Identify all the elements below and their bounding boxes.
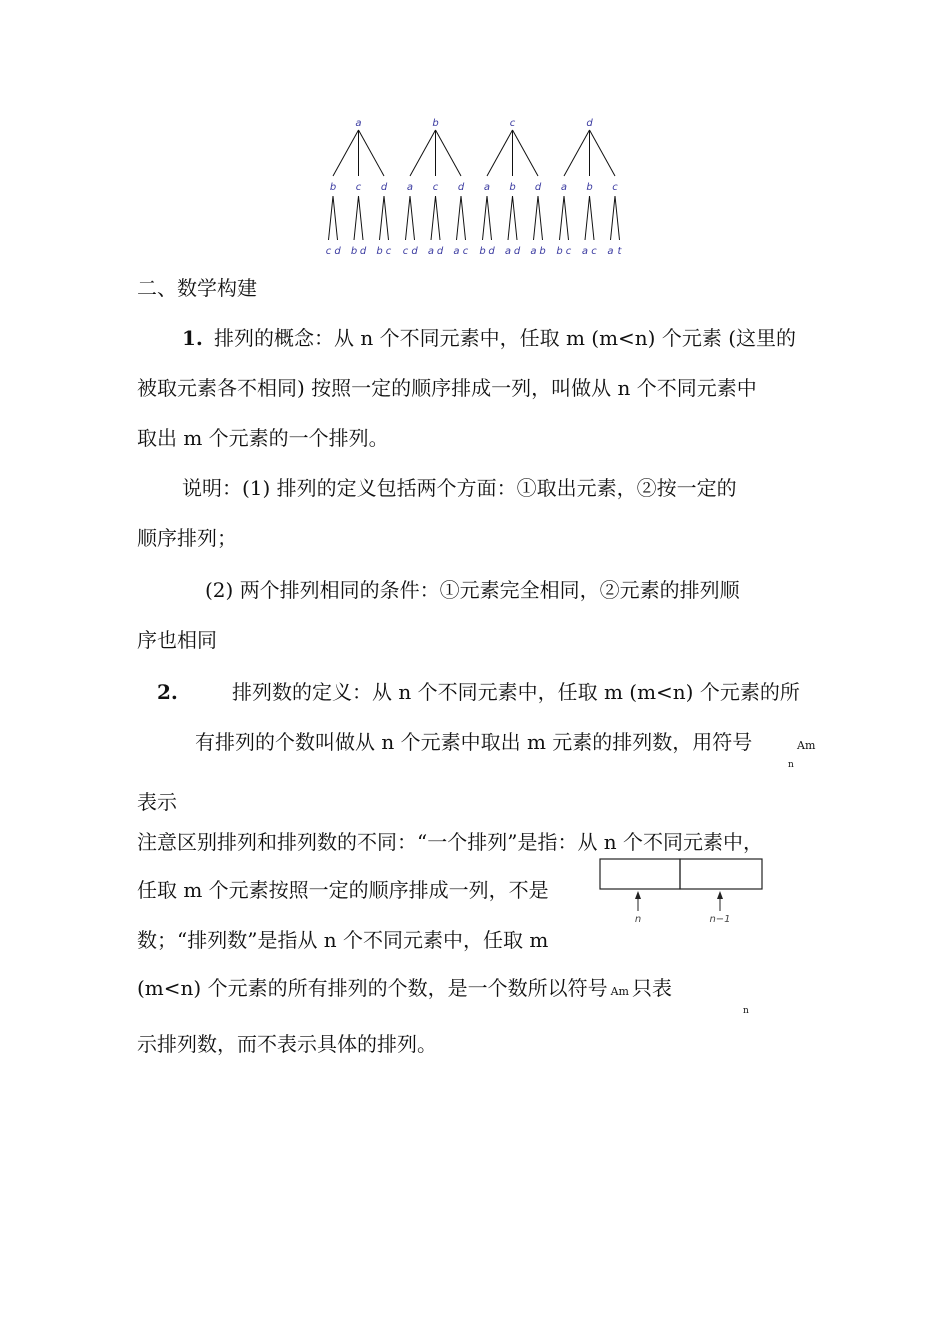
tree-edge bbox=[457, 196, 462, 240]
tree-leaf-label: d bbox=[411, 246, 418, 257]
tree-leaf-label: a bbox=[453, 246, 460, 257]
note3-line5: 示排列数，而不表示具体的排列。 bbox=[137, 1032, 437, 1056]
tree-edge bbox=[534, 196, 539, 240]
item-number-1: 1. bbox=[182, 326, 203, 350]
tree-edge bbox=[564, 196, 569, 240]
tree-leaf-label: c bbox=[462, 246, 469, 257]
tree-node-label: d bbox=[380, 182, 388, 193]
tree-leaf-label: d bbox=[359, 246, 367, 257]
tree-edge bbox=[359, 196, 364, 240]
slot-label-n-minus-1: n−1 bbox=[709, 914, 731, 925]
tree-leaf-label: c bbox=[325, 246, 332, 257]
permutation-tree-diagram bbox=[315, 110, 645, 260]
tree-edge bbox=[611, 196, 616, 240]
tree-leaf-label: a bbox=[427, 246, 435, 257]
tree-edge bbox=[436, 130, 462, 176]
tree-edge bbox=[461, 196, 466, 240]
tree-leaf-label: c bbox=[591, 246, 597, 257]
tree-leaf-label: a bbox=[607, 246, 614, 257]
tree-edge bbox=[487, 196, 492, 240]
tree-edge bbox=[410, 196, 415, 240]
section-heading: 二、数学构建 bbox=[137, 276, 257, 300]
tree-leaf-label: b bbox=[350, 246, 358, 257]
note3-line2: 任取 m 个元素按照一定的顺序排成一列，不是 bbox=[137, 878, 549, 902]
tree-node-label: b bbox=[586, 182, 593, 193]
tree-root-label: a bbox=[355, 118, 362, 129]
tree-edge bbox=[487, 130, 513, 176]
arrow-2-head bbox=[717, 891, 723, 899]
symbol-a-m: Am bbox=[797, 739, 816, 752]
tree-node-label: a bbox=[560, 182, 568, 193]
tree-root-label: c bbox=[509, 118, 516, 129]
tree-root-label: d bbox=[586, 118, 593, 129]
tree-leaf-label: b bbox=[539, 246, 546, 257]
tree-edge bbox=[585, 196, 590, 240]
tree-node-label: c bbox=[612, 182, 618, 193]
tree-node-label: a bbox=[406, 182, 414, 193]
definition-permutation-line3: 取出 m 个元素的一个排列。 bbox=[137, 426, 389, 450]
note1-line1: 说明：(1) 排列的定义包括两个方面：①取出元素，②按一定的 bbox=[182, 476, 737, 500]
tree-edge bbox=[384, 196, 389, 240]
tree-edge bbox=[564, 130, 590, 176]
slot-box-1 bbox=[600, 859, 680, 889]
tree-root-label: b bbox=[432, 118, 439, 129]
tree-leaf-label: c bbox=[565, 246, 572, 257]
tree-leaf-label: d bbox=[513, 246, 521, 257]
box-slot-diagram bbox=[596, 855, 768, 925]
tree-edge bbox=[380, 196, 385, 240]
symbol-n-subscript: n bbox=[743, 1006, 749, 1016]
tree-edge bbox=[436, 196, 441, 240]
tree-node-label: b bbox=[329, 182, 337, 193]
note2-line1: (2) 两个排列相同的条件：①元素完全相同，②元素的排列顺 bbox=[205, 578, 740, 602]
tree-leaf-label: b bbox=[376, 246, 383, 257]
tree-node-label: d bbox=[457, 182, 465, 193]
tree-leaf-label: a bbox=[581, 246, 589, 257]
tree-leaf-label: b bbox=[479, 246, 486, 257]
arrow-1-head bbox=[635, 891, 641, 899]
tree-edge bbox=[590, 130, 616, 176]
tree-edge bbox=[513, 196, 518, 240]
tree-edge bbox=[513, 130, 539, 176]
slot-box-2 bbox=[680, 859, 762, 889]
tree-leaf-label: a bbox=[530, 246, 537, 257]
tree-node-label: a bbox=[483, 182, 491, 193]
tree-edge bbox=[354, 196, 359, 240]
tree-leaf-label: d bbox=[334, 246, 341, 257]
definition-count-line1: 排列数的定义：从 n 个不同元素中，任取 m (m<n) 个元素的所 bbox=[232, 680, 800, 704]
tree-edge bbox=[590, 196, 595, 240]
tree-leaf-label: c bbox=[385, 246, 392, 257]
tree-node-label: b bbox=[509, 182, 516, 193]
tree-node-label: d bbox=[534, 182, 542, 193]
slot-label-n: n bbox=[634, 914, 642, 925]
item-number-2: 2. bbox=[157, 680, 178, 704]
symbol-n-subscript: n bbox=[788, 760, 794, 770]
note1-line2: 顺序排列； bbox=[137, 526, 237, 550]
tree-edge bbox=[483, 196, 488, 240]
tree-edge bbox=[333, 130, 359, 176]
definition-permutation-line2: 被取元素各不相同) 按照一定的顺序排成一列，叫做从 n 个不同元素中 bbox=[137, 376, 757, 400]
definition-permutation-line1: 排列的概念：从 n 个不同元素中，任取 m (m<n) 个元素 (这里的 bbox=[214, 326, 797, 350]
tree-leaf-label: b bbox=[556, 246, 563, 257]
tree-edge bbox=[406, 196, 411, 240]
definition-count-line3: 表示 bbox=[137, 790, 177, 814]
tree-leaf-label: c bbox=[402, 246, 409, 257]
tree-edge bbox=[431, 196, 436, 240]
note3-line4: (m<n) 个元素的所有排列的个数，是一个数所以符号 Am 只表 bbox=[137, 976, 672, 1000]
tree-edge bbox=[615, 196, 620, 240]
note2-line2: 序也相同 bbox=[137, 628, 217, 652]
tree-edge bbox=[560, 196, 565, 240]
definition-count-line2: 有排列的个数叫做从 n 个元素中取出 m 元素的排列数，用符号 bbox=[195, 730, 753, 754]
tree-leaf-label: d bbox=[488, 246, 495, 257]
tree-leaf-label: a bbox=[504, 246, 512, 257]
tree-edge bbox=[410, 130, 436, 176]
tree-edge bbox=[508, 196, 513, 240]
note3-line3: 数；“排列数”是指从 n 个不同元素中，任取 m bbox=[137, 928, 549, 952]
tree-edge bbox=[359, 130, 385, 176]
tree-edge bbox=[329, 196, 334, 240]
tree-node-label: c bbox=[355, 182, 362, 193]
tree-leaf-label: d bbox=[436, 246, 444, 257]
tree-edge bbox=[538, 196, 543, 240]
note3-line1: 注意区别排列和排列数的不同：“一个排列”是指：从 n 个不同元素中， bbox=[137, 830, 764, 854]
tree-leaf-label: t bbox=[617, 246, 622, 257]
tree-node-label: c bbox=[432, 182, 439, 193]
symbol-a-m: Am bbox=[610, 985, 629, 998]
tree-edge bbox=[333, 196, 338, 240]
